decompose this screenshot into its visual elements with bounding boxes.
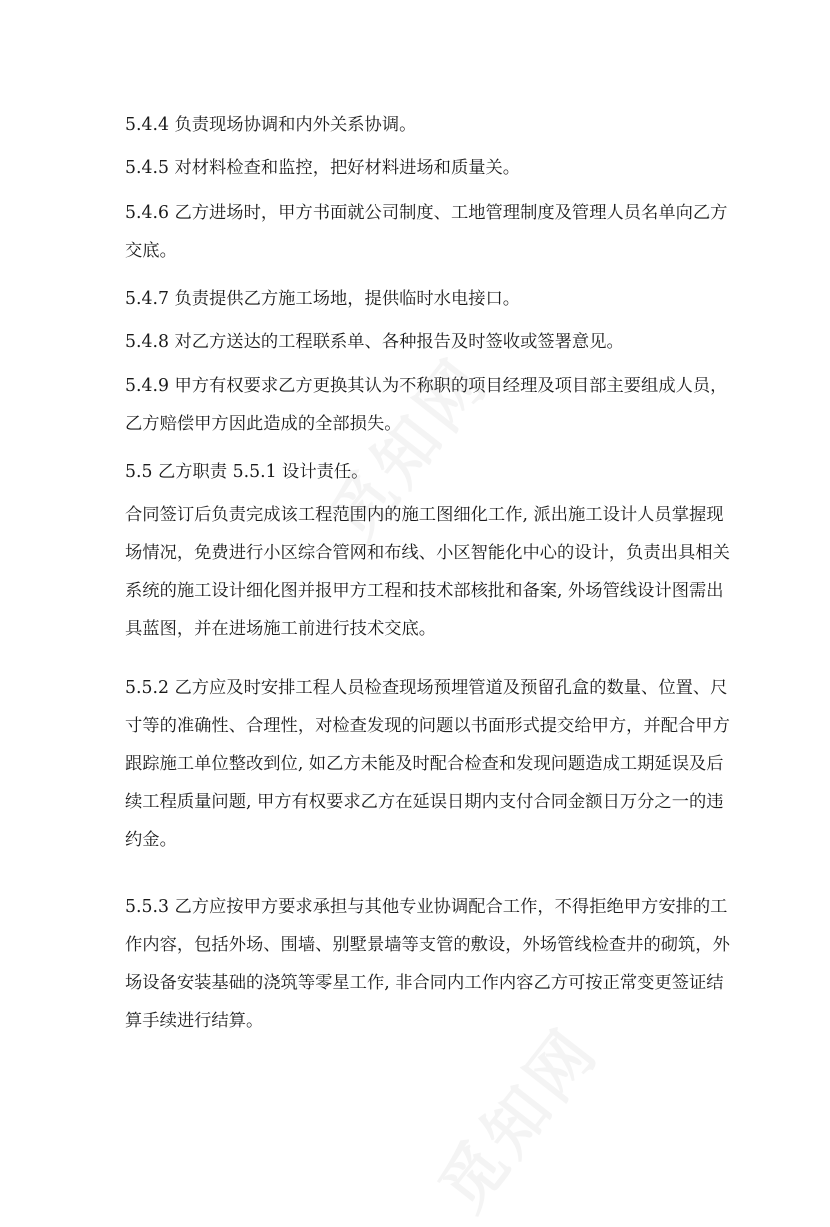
text-line: 续工程质量问题, 甲方有权要求乙方在延误日期内支付合同金额日万分之一的违 xyxy=(125,792,724,812)
text-line: 5.4.8 对乙方送达的工程联系单、各种报告及时签收或签署意见。 xyxy=(125,332,624,352)
clause-5-4-5 xyxy=(125,149,715,187)
clause-5-5-1-body xyxy=(125,496,730,648)
clause-5-4-8 xyxy=(125,323,715,361)
text-line: 具蓝图，并在进场施工前进行技术交底。 xyxy=(125,619,437,639)
text-line: 5.4.9 甲方有权要求乙方更换其认为不称职的项目经理及项目部主要组成人员， xyxy=(125,376,728,396)
clause-5-5-2 xyxy=(125,669,730,859)
text-line: 算手续进行结算。 xyxy=(125,1011,264,1031)
clause-5-5-heading xyxy=(125,453,715,491)
text-line: 交底。 xyxy=(125,241,177,261)
text-line: 作内容，包括外场、围墙、别墅景墙等支管的敷设，外场管线检查井的砌筑，外 xyxy=(125,935,730,955)
text-line: 跟踪施工单位整改到位, 如乙方未能及时配合检查和发现问题造成工期延误及后 xyxy=(125,754,724,774)
clause-5-4-4 xyxy=(125,106,715,144)
text-line: 5.5.2 乙方应及时安排工程人员检查现场预埋管道及预留孔盒的数量、位置、尺 xyxy=(125,678,728,698)
text-line: 5.4.5 对材料检查和监控，把好材料进场和质量关。 xyxy=(125,158,521,178)
text-line: 约金。 xyxy=(125,830,177,850)
text-line: 乙方赔偿甲方因此造成的全部损失。 xyxy=(125,414,402,434)
text-line: 5.4.6 乙方进场时，甲方书面就公司制度、工地管理制度及管理人员名单向乙方 xyxy=(125,203,728,223)
text-line: 5.5 乙方职责 5.5.1 设计责任。 xyxy=(125,462,369,482)
text-line: 合同签订后负责完成该工程范围内的施工图细化工作, 派出施工设计人员掌握现 xyxy=(125,505,724,525)
text-line: 5.5.3 乙方应按甲方要求承担与其他专业协调配合工作，不得拒绝甲方安排的工 xyxy=(125,897,728,917)
clause-5-4-6 xyxy=(125,194,728,270)
clause-5-4-9 xyxy=(125,367,728,443)
text-line: 系统的施工设计细化图并报甲方工程和技术部核批和备案, 外场管线设计图需出 xyxy=(125,581,724,601)
text-line: 场设备安装基础的浇筑等零星工作, 非合同内工作内容乙方可按正常变更签证结 xyxy=(125,973,724,993)
text-line: 5.4.4 负责现场协调和内外关系协调。 xyxy=(125,115,417,135)
text-line: 场情况，免费进行小区综合管网和布线、小区智能化中心的设计，负责出具相关 xyxy=(125,543,730,563)
clause-5-4-7 xyxy=(125,280,715,318)
text-line: 5.4.7 负责提供乙方施工场地，提供临时水电接口。 xyxy=(125,289,521,309)
clause-5-5-3 xyxy=(125,888,730,1040)
text-line: 寸等的准确性、合理性，对检查发现的问题以书面形式提交给甲方，并配合甲方 xyxy=(125,716,730,736)
